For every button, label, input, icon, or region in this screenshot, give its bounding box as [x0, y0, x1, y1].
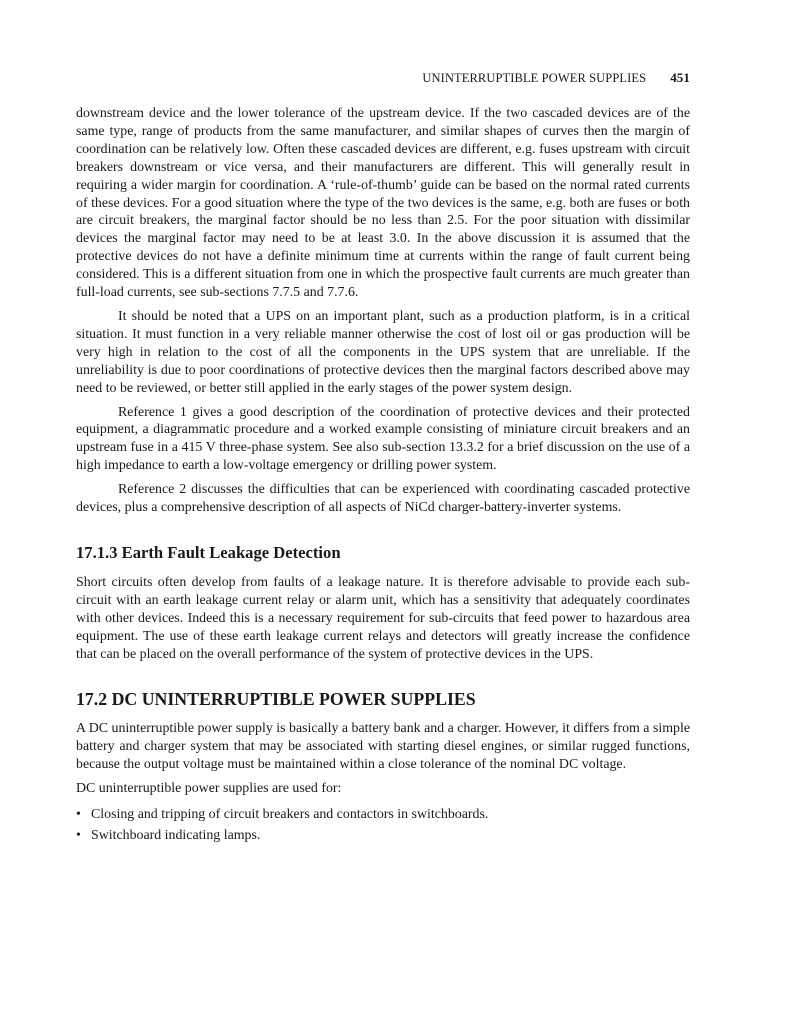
list-intro: DC uninterruptible power supplies are used for:	[76, 781, 342, 797]
bullet-icon: •	[76, 828, 81, 843]
bullet-icon: •	[76, 807, 81, 823]
section-heading-17-1-3: 17.1.3 Earth Fault Leakage Detection	[76, 542, 341, 562]
body-paragraph: Short circuits often develop from faults of a leakage nature. It is therefore advisable to provide each sub-circuit with an earth leakage current relay or alarm unit, which has a sensitivity that adequately coordinates with other devices. Indeed this is a necessary requirement for sub-circuits that feed power to hazardous area equipment. The use of these earth leakage current relays and detectors will greatly increase the confidence that can be placed on the overall performance of the system of protective devices in the UPS.	[76, 574, 690, 662]
section-heading-17-2: 17.2 DC UNINTERRUPTIBLE POWER SUPPLIES	[76, 689, 476, 710]
list-item	[76, 806, 690, 824]
list-item-text: Switchboard indicating lamps.	[91, 828, 261, 843]
page-number: 451	[670, 70, 690, 85]
body-paragraph: Reference 2 discusses the difficulties that can be experienced with coordinating cascaded protective devices, plus a comprehensive description of all aspects of NiCd charger-battery-inverter systems.	[76, 482, 690, 516]
body-paragraph: Reference 1 gives a good description of the coordination of protective devices and their protected equipment, a diagrammatic procedure and a worked example consisting of miniature circuit breakers and an upstream fuse in a 415 V three-phase system. See also sub-section 13.3.2 for a brief discussion on the use of a high impedance to earth a low-voltage emergency or drilling power system.	[76, 404, 690, 474]
page-body	[76, 105, 690, 848]
running-header	[76, 70, 690, 86]
body-paragraph: It should be noted that a UPS on an important plant, such as a production platform, is in a critical situation. It must function in a very reliable manner otherwise the cost of lost oil or gas production will be very high in relation to the cost of all the components in the UPS system that are unreliable. If the unreliability is due to poor coordinations of protective devices then the marginal factors described above may need to be reviewed, or better still applied in the early stages of the power system design.	[76, 308, 690, 396]
list-item	[76, 827, 690, 845]
list-item-text: Closing and tripping of circuit breakers and contactors in switchboards.	[91, 807, 489, 823]
body-paragraph: A DC uninterruptible power supply is basically a battery bank and a charger. However, it differs from a simple battery and charger system that may be associated with starting diesel engines, or similar rugged functions, because the output voltage must be maintained within a close tolerance of the nominal DC voltage.	[76, 721, 690, 773]
running-title: UNINTERRUPTIBLE POWER SUPPLIES	[422, 71, 647, 85]
bullet-list	[76, 806, 690, 845]
body-paragraph: downstream device and the lower tolerance of the upstream device. If the two cascaded devices are of the same type, range of products from the same manufacturer, and similar shapes of curves then the margin of coordination can be relatively low. Often these cascaded devices are different, e.g. fuses upstream with circuit breakers downstream or vice versa, and their manufacturers are different. This will generally result in requiring a wider margin for coordination. A ‘rule-of-thumb’ guide can be based on the normal rated currents of these devices. For a good situation where the type of the two devices is the same, e.g. both are fuses or both are circuit breakers, the marginal factor should be no less than 2.5. For the poor situation with dissimilar devices the marginal factor may need to be at least 3.0. In the above discussion it is assumed that the protective devices do not have a definite minimum time at currents within the range of fault current being considered. This is a different situation from one in which the prospective fault currents are much greater than full-load currents, see sub-sections 7.7.5 and 7.7.6.	[76, 106, 690, 301]
